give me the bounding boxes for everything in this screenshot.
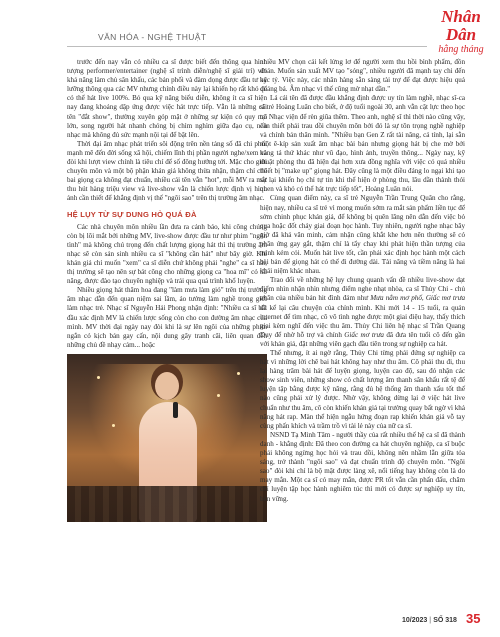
logo-subtitle: hằng tháng [438, 44, 484, 55]
singer-stage-photo [67, 354, 267, 522]
header-divider [67, 46, 427, 47]
section-heading: HỆ LỤY TỪ SỰ DUNG HÒ QUÁ ĐÀ [67, 209, 197, 219]
issue-separator: | [429, 617, 432, 624]
audience [67, 486, 267, 522]
page-header [0, 0, 500, 54]
paragraph: Cùng quan điểm này, ca sĩ trẻ Nguyễn Trần Trung Quân cho rằng, hiện nay, nhiều ca sĩ trẻ vì mong muốn sớm ra mắt sản phẩm liền tục để sớm chinh phục khán giả, để không bị quên lãng nên dẫn đến việc bỏ qua hoặc đốt cháy giai đoạn học hành. Tuy nhiên, người nghe nhạc bây giờ đã khá văn minh, cảm nhận cũng khắt khe hơn nên thường sẽ có phân ứng gay gắt, thậm chí là tẩy chay khi phát hiện thần tượng của mình kém cỏi. Muốn hát live tốt, cần phải xác định học hành một cách bài bản để giọng hát có thể đi đường dài. Tài năng và tiềm năng là hai khái niệm khác nhau. [260, 194, 465, 276]
song-title: Mưa nắm mơ phố, Giấc mơ trưa [370, 294, 466, 303]
sparkle [237, 372, 240, 375]
paragraph: Các nhà chuyên môn nhiều lần đưa ra cảnh báo, khi công chúng còn bị lôi mắt bởi những MV, live-show được đầu tư như phim "ngôn tình" mà không chú trọng đến chất lượng giọng hát thì thị trường âm nhạc sẽ còn sản sinh nhiều ca sĩ "không cần hát" như bây giờ. Khi khán giả chỉ muốn "xem" ca sĩ diễn chứ không phải "nghe" ca sĩ hát, thị trường sẽ tạo nên sự bát công cho những giọng ca "hoa mĩ" có tài năng, được đào tạo chuyên nghiệp và trải qua quá trình khổ luyện. [67, 222, 267, 286]
sparkle [112, 424, 115, 427]
song-title: Giấc mơ trưa [344, 330, 384, 339]
paragraph: NSND Tạ Minh Tâm - người thầy của rất nhiều thế hệ ca sĩ đã thành danh - khẳng định: Đã theo con đường ca hát chuyên nghiệp, ca sĩ buộc phải không ngừng học hỏi và trau dồi, không nên nhầm lẫn giữa tỏa sáng, trở thành "ngôi sao" và đạt chuẩn trình độ chuyên môn. "Ngôi sao" đòi khi chỉ là bộ mặt được làng xê, nổi tiếng hay không còn là do may mắn. Một ca sĩ có may mắn, được PR tốt vẫn cần phấn đấu, chăm chỉ luyện tập học hành nghiêm túc thì mới có được sự nghiệp uy tín, bền vững. [260, 430, 465, 503]
sparkle [97, 376, 100, 379]
paragraph: Nhiều giọng hát thâm hoa đang "làm mưa làm gió" trên thị trường âm nhạc dẫn đến quan niệm sai lầm, áo tưởng làm nghề trong giới làm nhạc trẻ. Nhạc sĩ Nguyễn Hải Phong nhận định: "Nhiều ca sĩ bắt đầu xác định MV là chiến lược sống còn cho con đường âm nhạc của mình. MV thời đại ngày nay đòi khi là sự lên ngôi của những phim ngắn có kịch bản gay cấn, nội dung gây tranh cãi, liên quan đến những chủ đề nhạy cảm... hoặc [67, 286, 267, 349]
issue-number: SỐ 318 [433, 617, 457, 624]
paragraph: Thế nhưng, ít ai ngờ rằng, Thủy Chi từng phải đứng sự nghiệp ca hát vì những lời chê bai hát không hay như thu âm. Cô phải thu đi, thu lại hàng trăm bài hát để luyện giọng, luyện cao độ, sau đó nhận các show sinh viên, những show có chất lượng âm thanh sân khấu rất tệ để luyện tập bằng được kỹ năng, rằng đủ hệ thống âm thanh xấu tốt thế nào cũng phải xử lý được. Nhờ vậy, không dừng lại ở việc hát live chuẩn như thu âm, cô còn khiến khán giả tại trường quay bất ngờ vì khả năng hát rap. Màn thể hiện ngẫu hứng đoạn rap khiến khán giả vỗ tay cùng phấn khích và trầm trồ vì tài lẻ này của nữ ca sĩ. [260, 349, 465, 430]
paragraph: Thời đại âm nhạc phát triển sôi động trên nền tảng số đã chi phối mạnh mẽ đến đời sống xã hội, chiếm lĩnh thị phần người nghe/xem và đòi khi lượt view chính là tiêu chí để số đông hướng tới. Mặc cho giới chuyên môn và một bộ phận khán giả không thừa nhận, thậm chí chê bai giọng ca không đạt chuẩn, nhiều cái tên vẫn "hot", mỗi MV ra mắt thu hút hàng triệu view và live-show vẫn là chiến lược định vị hình ảnh cần thiết để khẳng định vị thế "ngôi sao" trên thị trường âm nhạc. [67, 139, 267, 203]
issue-info [402, 617, 457, 624]
paragraph: trước đến nay vẫn có nhiều ca sĩ được biết đến thông qua hình tượng performer/entertainer (nghệ sĩ trình diễn/nghệ sĩ giải trí) với khả năng làm chủ sân khấu, các bản phối và đàm dọng được đầu tư kỹ lưỡng thông qua các MV nhưng chính điều này lại khiến họ rất khó để có thể hát live 100%. Bỏ qua kỹ năng biểu diễn, không ít ca sĩ hiện nay đang khoảng dập ứng được việc hát trực tiếp. Vẫn là những cái tên "đắt show", thường xuyên góp mặt ở những sự kiện có quy mô lớn, song người hát nhanh chóng bị chìm nghìm giữa đạo cụ, nên nhạc mà không đủ sức mạnh nội tại để bật lên. [67, 58, 267, 139]
masthead-logo [430, 7, 492, 55]
microphone [173, 402, 178, 418]
page-number: 35 [466, 611, 481, 626]
paragraph: Lá cái tên đã được đầu khẳng định được uy tín làm nghề, nhạc sĩ-ca sĩ trẻ Hoàng Luân cho biết, ở độ tuổi ngoài 30, anh vẫn cật lực theo học tại Nhạc viện để rèn giũa thêm. Theo anh, nghệ sĩ thì thời nào cũng vậy, cần thiết phải trau dồi chuyên môn bởi đó là sự tôn trọng nghề nghiệp và chính bản thân mình. "Nhiều bạn Gen Z rất tài năng, cá tính, lại sẵn một ê-kíp sản xuất âm nhạc bài bản nhưng giọng hát bị che mờ bởi hàng tá thứ khác như vũ đạo, hình ảnh, truyền thông... Ngày nay, kỹ thuật phòng thu đã hiện đại hơn xưa đồng nghĩa với việc có quá nhiều thiết bị "make up" giọng hát. Đây cũng là một điều đáng lo ngại khi tạo sự lại khiến họ chỉ tự tin khi thể hiện ở phòng thu, lâu dần thành thói quen và khó có thể hát trực tiếp tốt", Hoàng Luân nói. [260, 94, 465, 194]
section-label: VĂN HÓA - NGHỆ THUẬT [98, 32, 207, 42]
issue-date: 10/2023 [402, 617, 428, 624]
logo-brand: Nhân Dân [441, 7, 481, 44]
paragraph: Trao đổi về những hệ lụy chung quanh vấn đề nhiều live-show dạt điểm nhìn nhận nhìn nhưng điểm nghe nhạt nhòa, ca sĩ Thủy Chi - chủ nhân của nhiều bản hit đình đám như Mưa nắm mơ phố, Giấc mơ trưa đã kể lại câu chuyện của chính mình. Khi mới 14 - 15 tuổi, ra quán internet để tìm nhạc, cô vô tình nghe được một giai điệu hay, thấy thích giai kèm nghĩ đến việc thu âm. Thủy Chi liên hệ nhạc sĩ Trần Quang Duy để nhờ hỗ trợ và chính Giấc mơ trưa đã đưa tên tuổi cô đến gần với khán giả, đặt những viên gạch đầu tiên trong sự nghiệp ca hát. [260, 276, 466, 348]
paragraph: nhiều MV chọn cái kết lửng lơ để người xem thu hồi bình phẩm, đồn đoán. Muốn sản xuất MV tạo "sóng", nhiều người đã mạnh tay chi đến bạc tỷ. Việc này, các nhãn hàng sẵn sàng tài trợ để đạt được hiệu quả quảng bá. Âm nhạc vì thế cũng mờ nhạt dần." [260, 58, 465, 94]
sparkle [217, 394, 220, 397]
article-column-right [260, 58, 465, 504]
article-column-left [67, 58, 267, 522]
